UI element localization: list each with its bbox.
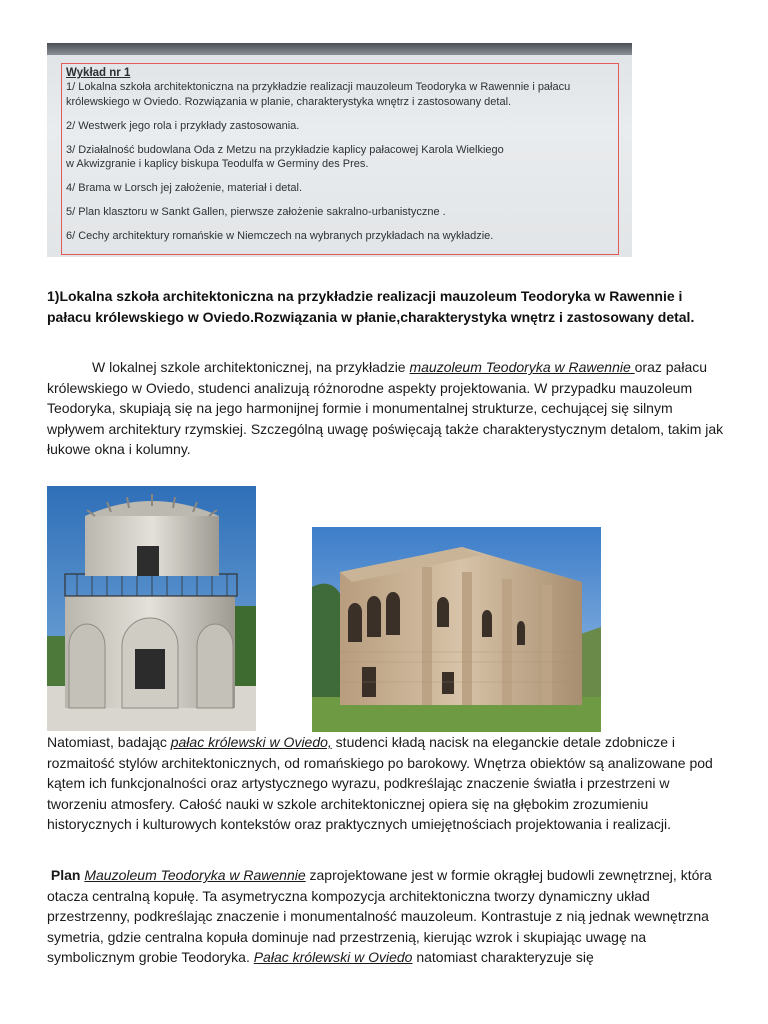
paragraph-plan	[47, 865, 727, 968]
slide-window-bar	[47, 43, 632, 55]
mausoleum-link[interactable]: mauzoleum Teodoryka w Rawennie	[409, 359, 635, 375]
mausoleum-photo	[47, 486, 256, 731]
slide-item-6: 6/ Cechy architektury romańskie w Niemczech na wybranych przykładach na wykładzie.	[66, 230, 494, 242]
paragraph-plan-text-end: natomiast charakteryzuje się	[412, 949, 594, 966]
slide-item-2: 2/ Westwerk jego rola i przykłady zastosowania.	[66, 119, 300, 132]
slide-title: Wykład nr 1	[66, 67, 131, 79]
paragraph-intro	[47, 357, 727, 460]
oviedo-palace-link[interactable]: pałac królewski w Oviedo,	[170, 734, 332, 750]
slide-item-1b: królewskiego w Oviedo. Rozwiązania w planie, charakterystyka wnętrz i zastosowany detal.	[66, 95, 512, 108]
lecture-slide-image	[47, 43, 632, 257]
paragraph-intro-text-end: oraz pałacu królewskiego w Oviedo, studenci analizują różnorodne aspekty projektowania. W przypadku mauzoleum Teodoryka, skupiają się na jego harmonijnej formie i monumentalnej strukturze, cechującej się silnym wpływem architektury rzymskiej. Szczególną uwagę poświęcają także charakterystycznym detalom, takim jak łukowe okna i kolumny.	[47, 359, 724, 458]
oviedo-palace-link-2[interactable]: Pałac królewski w Oviedo	[253, 949, 413, 966]
slide-item-3a: 3/ Działalność budowlana Oda z Metzu na przykładzie kaplicy pałacowej Karola Wielkiego	[66, 143, 504, 156]
mausoleum-plan-link[interactable]: Mauzoleum Teodoryka w Rawennie	[84, 867, 306, 883]
slide-content-frame	[61, 63, 619, 255]
paragraph-oviedo	[47, 732, 727, 835]
slide-item-3b: w Akwizgranie i kaplicy biskupa Teodulfa w Germiny des Pres.	[66, 158, 369, 170]
paragraph-intro-text-start: W lokalnej szkole architektonicznej, na przykładzie	[92, 359, 410, 375]
plan-label: Plan	[50, 867, 81, 883]
oviedo-palace-photo	[312, 527, 601, 732]
paragraph-oviedo-text-end: studenci kładą nacisk na eleganckie detale zdobnicze i rozmaitość stylów architektonicznych, od romańskiego po barokowy. Wnętrza obiektów są analizowane pod kątem ich funkcjonalności oraz artystycznego wyrazu, podkreślając znaczenie światła i przestrzeni w tworzeniu atmosfery. Całość nauki w szkole architektonicznej opiera się na głębokim zrozumieniu historycznych i kulturowych kontekstów oraz praktycznych umiejętnościach projektowania i realizacji.	[47, 734, 713, 833]
section-heading: 1)Lokalna szkoła architektoniczna na przykładzie realizacji mauzoleum Teodoryka w Rawennie i pałacu królewskiego w Oviedo.Rozwiązania w płanie,charakterystyka wnętrz i zastosowany detal.	[47, 288, 695, 325]
slide-item-4: 4/ Brama w Lorsch jej założenie, materiał i detal.	[66, 182, 302, 194]
slide-item-5: 5/ Plan klasztoru w Sankt Gallen, pierwsze założenie sakralno-urbanistyczne .	[66, 206, 446, 218]
paragraph-oviedo-text-start: Natomiast, badając	[47, 734, 171, 750]
slide-item-1a: 1/ Lokalna szkoła architektoniczna na przykładzie realizacji mauzoleum Teodoryka w Rawennie i pałacu	[66, 81, 571, 93]
paragraph-plan-text-middle: zaprojektowane jest w formie okrągłej budowli zewnętrznej, która otacza centralną kopułę. Ta asymetryczna kompozycja architektoniczna tworzy dynamiczny układ przestrzenny, podkreślając znaczenie i monumentalność mauzoleum. Kontrastuje z nią jednak wewnętrzna symetria, gdzie centralna kopuła dominuje nad przestrzenią, kierując wzrok i skupiając uwagę na symbolicznym grobie Teodoryka.	[47, 867, 712, 966]
